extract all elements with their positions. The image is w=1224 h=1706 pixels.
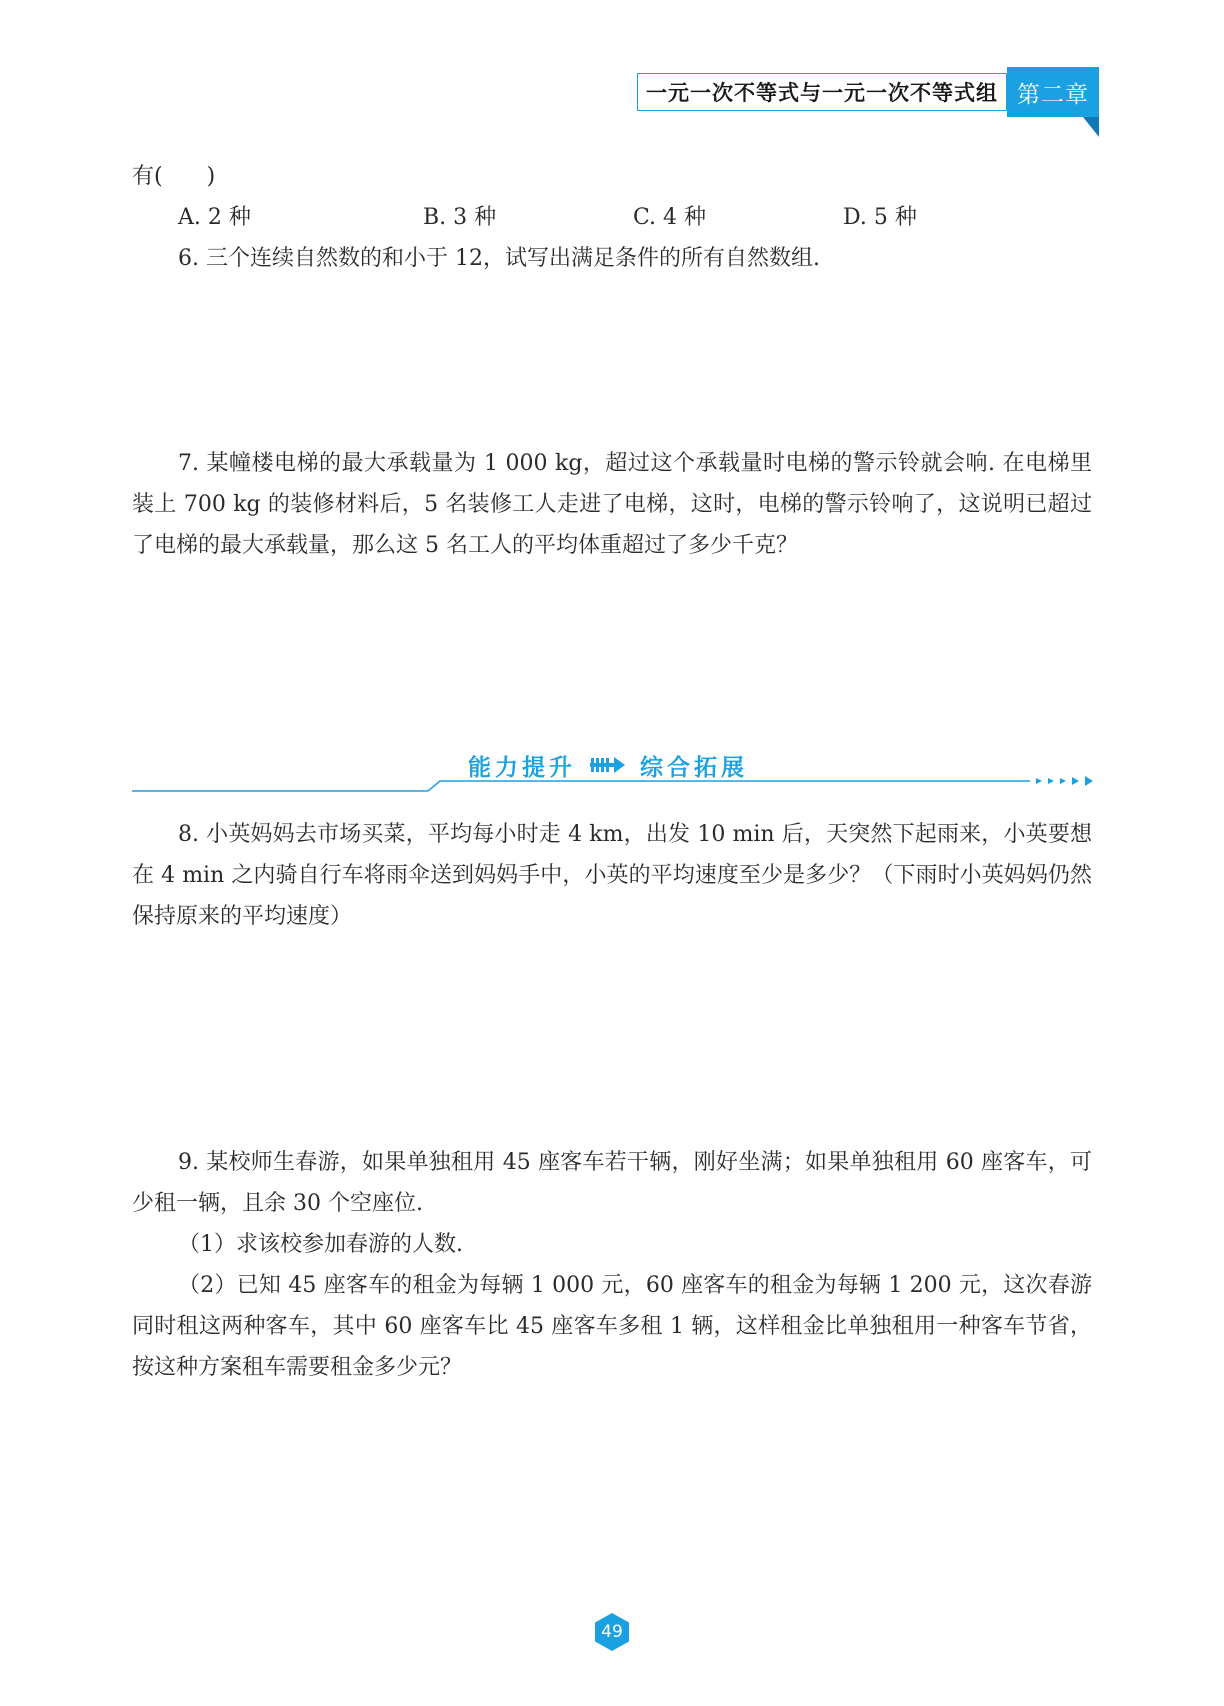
section-heading-left: 能力提升	[468, 754, 576, 781]
chapter-title: 一元一次不等式与一元一次不等式组	[646, 81, 998, 105]
question-8	[132, 814, 1092, 937]
question-6: 6. 三个连续自然数的和小于 12，试写出满足条件的所有自然数组.	[178, 246, 820, 271]
section-divider	[0, 0, 1224, 800]
section-heading-right: 综合拓展	[640, 754, 748, 781]
page-number: 49	[601, 1622, 623, 1642]
arrow-icon	[590, 754, 626, 776]
question-9-part-1: （1）求该校参加春游的人数.	[178, 1232, 463, 1257]
section-heading	[468, 745, 748, 785]
page-number-badge	[593, 1612, 631, 1652]
question-9-part-2: （2）已知 45 座客车的租金为每辆 1 000 元，60 座客车的租金为每辆 1 200 元，这次春游同时租这两种客车，其中 60 座客车比 45 座客车多租 1 辆，这样租金比单独租用一种客车节省，按这种方案租车需要租金多少元？	[132, 1273, 1092, 1380]
question-9-stem: 9. 某校师生春游，如果单独租用 45 座客车若干辆，刚好坐满；如果单独租用 60 座客车，可少租一辆，且余 30 个空座位.	[132, 1150, 1092, 1216]
question-9	[132, 1142, 1092, 1388]
q5-option-b: B. 3 种	[423, 205, 497, 230]
q5-tail: 有( )	[132, 164, 216, 189]
q5-option-c: C. 4 种	[633, 205, 707, 230]
q5-option-a: A. 2 种	[178, 205, 251, 230]
chapter-label: 第二章	[1017, 81, 1089, 108]
question-7-text: 7. 某幢楼电梯的最大承载量为 1 000 kg，超过这个承载量时电梯的警示铃就会响. 在电梯里装上 700 kg 的装修材料后，5 名装修工人走进了电梯，这时，电梯的警示铃响了，这说明已超过了电梯的最大承载量，那么这 5 名工人的平均体重超过了多少千克？	[132, 451, 1092, 558]
question-8-text: 8. 小英妈妈去市场买菜，平均每小时走 4 km，出发 10 min 后，天突然下起雨来，小英要想在 4 min 之内骑自行车将雨伞送到妈妈手中，小英的平均速度至少是多少？（下雨时小英妈妈仍然保持原来的平均速度）	[132, 822, 1092, 929]
q5-option-d: D. 5 种	[843, 205, 917, 230]
